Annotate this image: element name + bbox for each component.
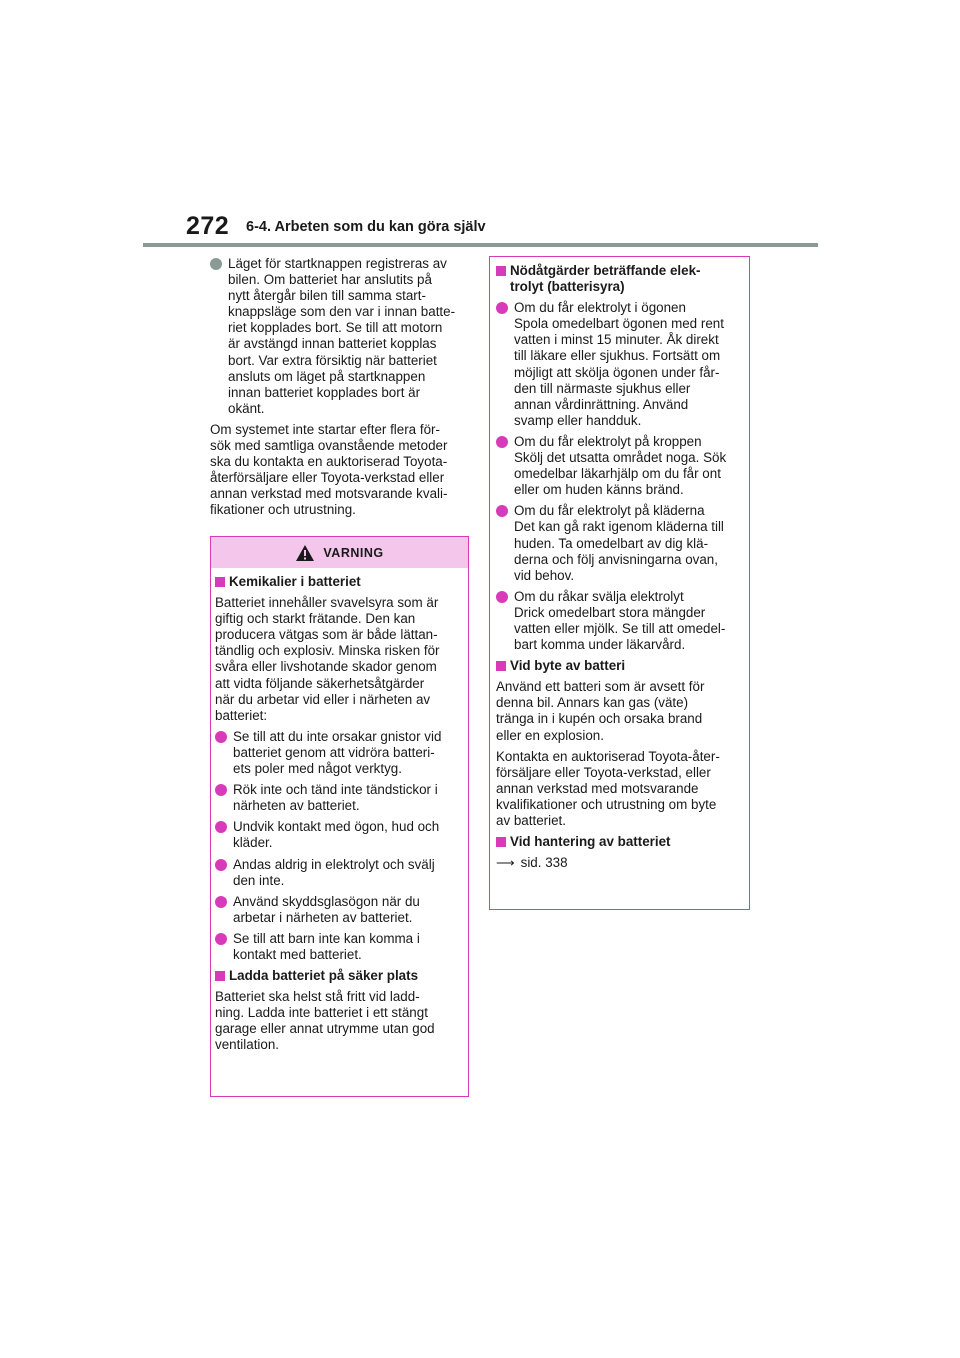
startknapp-bullet <box>210 256 468 417</box>
arrow-right-icon: ⟶ <box>496 855 515 871</box>
subheading-ladda <box>215 968 464 984</box>
section-title: 6-4. Arbeten som du kan göra själv <box>246 219 486 235</box>
startknapp-text: Läget för startknappen registreras av bilen. Om batteriet har anslutits på nytt återgår bilen till samma start- knappsläge som den var i innan batte- riet kopplades bort. Se till att motorn är avstängd innan batteriet kopplas bort. Var extra försiktig när batteriet ansluts om läget på startknappen innan batteriet kopplades bort är okänt. <box>228 256 456 416</box>
square-bullet-icon <box>496 266 506 276</box>
subheading-byte <box>496 658 743 674</box>
warning-box <box>210 536 469 1097</box>
subheading-nodatgarder <box>496 263 743 295</box>
page-reference[interactable] <box>496 855 743 871</box>
page-reference-text[interactable]: sid. 338 <box>520 855 568 871</box>
warning-triangle-icon <box>295 544 315 562</box>
bullet-dot-icon <box>496 505 508 517</box>
emergency-bullet <box>496 434 743 498</box>
left-column <box>210 256 468 524</box>
bullet-text: Om du får elektrolyt i ögonen Spola omedelbart ögonen med rent vatten i minst 15 minuter. Åk direkt till läkare eller sjukhus. Fortsätt om möjligt att skölja ögonen under får- den till närmaste sjukhus eller annan vårdinrättning. Använd svamp eller handduk. <box>514 300 724 428</box>
bullet-dot-icon <box>496 436 508 448</box>
emergency-bullet-list <box>496 300 743 653</box>
bullet-dot-icon <box>496 302 508 314</box>
kemikalier-intro: Batteriet innehåller svavelsyra som är giftig och starkt frätande. Den kan producera vätgas som är både lättan- tändlig och explosiv. Minska risken för svåra eller livshotande skador genom att vidta följande säkerhetsåtgärder när du arbetar vid eller i närheten av batteriet: <box>215 595 440 723</box>
emergency-bullet <box>496 300 743 429</box>
bullet-text: Om du får elektrolyt på kläderna Det kan gå rakt igenom kläderna till huden. Ta omedelbart av dig klä- derna och följ anvisningarna ovan, vid behov. <box>514 503 724 583</box>
bullet-text: Undvik kontakt med ögon, hud och kläder. <box>233 819 440 851</box>
warning-bullet <box>215 782 464 814</box>
bullet-text: Använd skyddsglasögon när du arbetar i närheten av batteriet. <box>233 893 420 925</box>
byte-para-1: Använd ett batteri som är avsett för denna bil. Annars kan gas (väte) tränga in i kupén och orsaka brand eller en explosion. <box>496 679 705 743</box>
warning-bullet <box>215 819 464 851</box>
contact-paragraph: Om systemet inte startar efter flera för- sök med samtliga ovanstående metoder ska du kontakta en auktoriserad Toyota- återförsäljare eller Toyota-verkstad eller annan verkstad med motsvarande kvali- fikationer och utrustning. <box>210 421 448 518</box>
bullet-dot-icon <box>215 821 227 833</box>
bullet-dot-icon <box>496 591 508 603</box>
bullet-text: Rök inte och tänd inte tändstickor i närheten av batteriet. <box>233 782 438 814</box>
bullet-dot-icon <box>215 896 227 908</box>
warning-bullet <box>215 894 464 926</box>
subheading-text: Ladda batteriet på säker plats <box>229 968 419 984</box>
emergency-box <box>489 256 750 910</box>
bullet-dot-icon <box>215 859 227 871</box>
subheading-text: Kemikalier i batteriet <box>229 574 361 589</box>
emergency-bullet <box>496 589 743 653</box>
bullet-dot-icon <box>215 731 227 743</box>
warning-label: VARNING <box>323 545 384 560</box>
bullet-text: Se till att barn inte kan komma i kontakt med batteriet. <box>233 930 420 962</box>
bullet-text: Om du råkar svälja elektrolyt Drick omedelbart stora mängder vatten eller mjölk. Se till att omedel- bart komma under läkarvård. <box>514 588 726 653</box>
bullet-dot-icon <box>215 784 227 796</box>
square-bullet-icon <box>496 837 506 847</box>
byte-para-2: Kontakta en auktoriserad Toyota-åter- försäljare eller Toyota-verkstad, eller annan verkstad med motsvarande kvalifikationer och utrustning om byte av batteriet. <box>496 748 720 828</box>
bullet-text: Om du får elektrolyt på kroppen Skölj det utsatta området noga. Sök omedelbar läkarhjälp om du får ont eller om huden känns bränd. <box>514 433 727 498</box>
header-rule <box>143 243 818 247</box>
subheading-text: Vid byte av batteri <box>510 658 626 674</box>
square-bullet-icon <box>215 971 225 981</box>
warning-bullet <box>215 931 464 963</box>
emergency-bullet <box>496 503 743 583</box>
square-bullet-icon <box>215 577 225 587</box>
bullet-dot-icon <box>210 258 222 270</box>
warning-bullet <box>215 729 464 777</box>
subheading-kemikalier <box>215 574 464 590</box>
page-number: 272 <box>186 212 230 240</box>
warning-header <box>211 537 468 568</box>
subheading-hantering <box>496 834 743 850</box>
warning-bullet <box>215 857 464 889</box>
subheading-text: Nödåtgärder beträffande elek- trolyt (batterisyra) <box>510 263 701 295</box>
bullet-text: Se till att du inte orsakar gnistor vid batteriet genom att vidröra batteri- ets poler med något verktyg. <box>233 728 442 777</box>
bullet-text: Andas aldrig in elektrolyt och svälj den inte. <box>233 856 435 888</box>
ladda-text: Batteriet ska helst stå fritt vid ladd- ning. Ladda inte batteriet i ett stängt garage eller annat utrymme utan god ventilation. <box>215 989 435 1053</box>
subheading-text: Vid hantering av batteriet <box>510 834 671 850</box>
bullet-dot-icon <box>215 933 227 945</box>
square-bullet-icon <box>496 661 506 671</box>
warning-bullet-list <box>215 729 464 963</box>
